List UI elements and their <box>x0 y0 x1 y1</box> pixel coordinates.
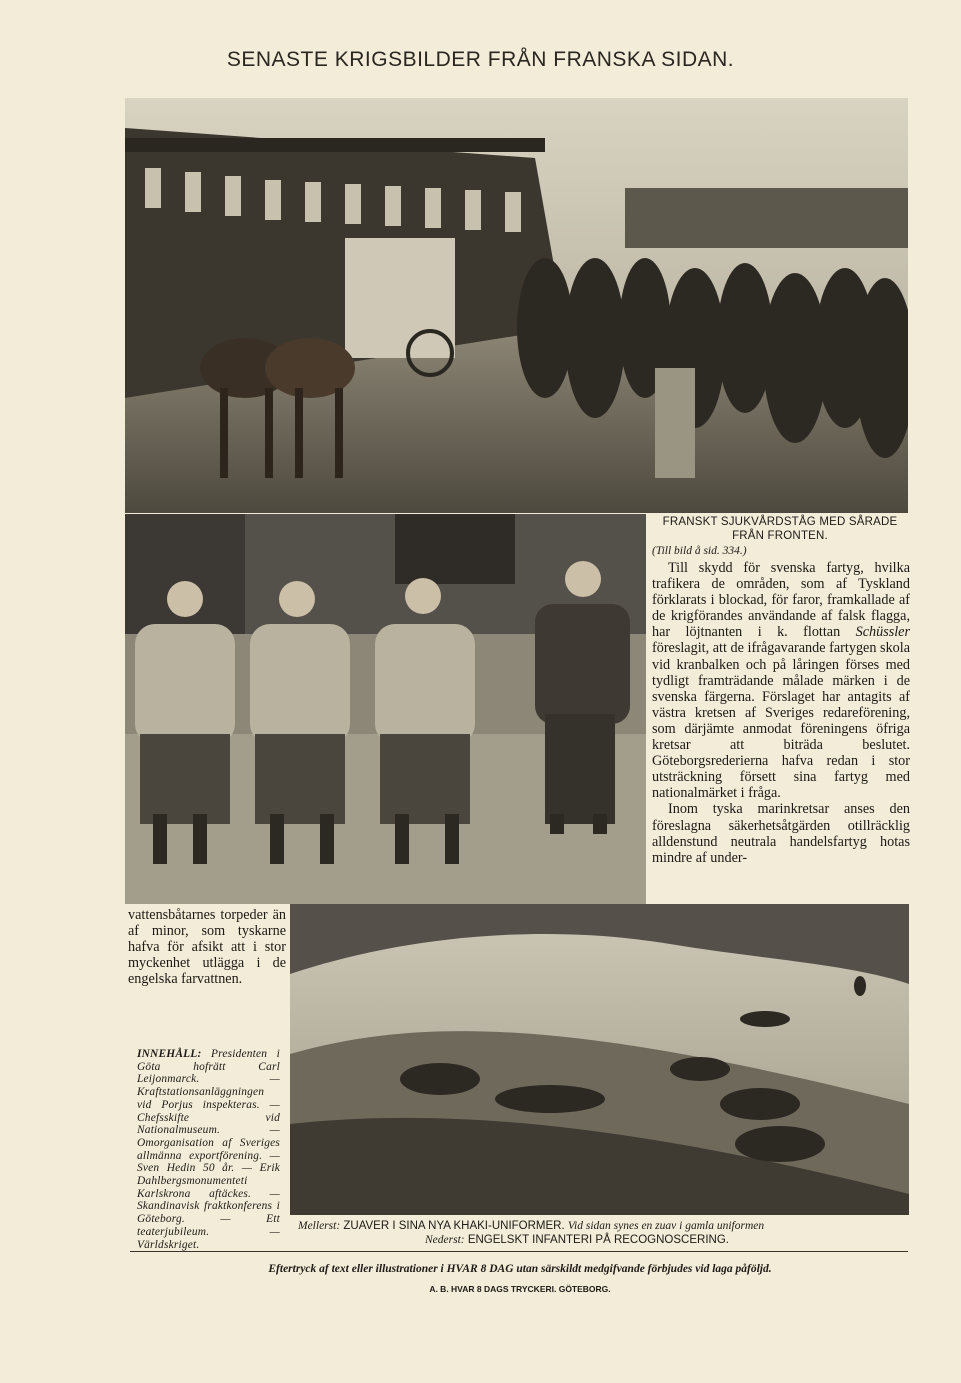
article-p1-name: Schüssler <box>855 624 910 641</box>
article-paragraph-1 <box>652 560 910 801</box>
article-p1-part-a: Till skydd för svenska fartyg, hvilka trafikera de områden, som af Tyskland förklarats i blockad, för faror, framkallade af de krigförandes användande af falsk flagga, har löjtnanten i k. flottan <box>652 560 910 641</box>
zouaves-image <box>125 514 646 904</box>
page-reference: (Till bild å sid. 334.) <box>652 545 747 557</box>
footer-divider <box>130 1251 908 1252</box>
infantry-image <box>290 904 909 1215</box>
bottom-caption-text: ENGELSKT INFANTERI PÅ RECOGNOSCERING. <box>467 1234 729 1246</box>
copyright-notice: Eftertryck af text eller illustrationer i HVAR 8 DAG utan särskildt medgifvande förbjudes vid laga påföljd. <box>268 1263 772 1275</box>
article-column-right <box>652 560 910 866</box>
ambulance-train-image <box>125 98 908 513</box>
article-paragraph-2: Inom tyska marinkretsar anses den föreslagna säkerhetsåtgärden otillräcklig alldenstund neutrala handelsfartyg hotas mindre af under- <box>652 801 910 866</box>
train-caption <box>650 515 910 543</box>
article-column-left: vattensbåtarnes torpeder än af minor, som tyskarne hafva för afsikt att i stor myckenhet utlägga i de engelska farvattnen. <box>128 907 286 988</box>
contents-heading: INNEHÅLL: <box>137 1048 202 1060</box>
table-of-contents <box>137 1048 280 1251</box>
middle-caption-text: ZUAVER I SINA NYA KHAKI-UNIFORMER. <box>343 1220 565 1232</box>
printer-imprint: A. B. HVAR 8 DAGS TRYCKERI. GÖTEBORG. <box>429 1284 611 1294</box>
ambulance-train-photo <box>125 98 908 513</box>
middle-caption-note: Vid sidan synes en zuav i gamla uniformen <box>567 1220 765 1232</box>
zouaves-photo <box>125 514 646 904</box>
bottom-label: Nederst: <box>425 1234 465 1246</box>
bottom-photo-caption <box>425 1234 729 1246</box>
infantry-photo <box>290 904 909 1215</box>
train-caption-line2: FRÅN FRONTEN. <box>732 530 828 542</box>
contents-text: Presidenten i Göta hofrätt Carl Leijonmarck. — Kraftstationsanläggningen vid Porjus inspekteras. — Chefsskifte vid Nationalmuseum. — Omorganisation af Sveriges allmänna exportförening. — Sven Hedin 50 år. — Erik Dahlbergsmonumenteti Karlskrona aftäckes. — Skandinavisk fraktkonferens i Göteborg. — Ett teaterjubileum. — Världskriget. <box>137 1048 280 1251</box>
middle-label: Mellerst: <box>298 1220 341 1232</box>
train-caption-line1: FRANSKT SJUKVÅRDSTÅG MED SÅRADE <box>662 516 898 528</box>
page-title: SENASTE KRIGSBILDER FRÅN FRANSKA SIDAN. <box>226 48 735 71</box>
article-p1-part-b: föreslagit, att de ifrågavarande fartygen skola vid kranbalken och på låringen förses med tydligt framträdande målade märken i de svenska färgerna. Förslaget har antagits af västra kretsen af Sveriges redareförening, som därjämte anmodat föreningens öfriga kretsar att biträda beslutet. Göteborgsrederierna hafva redan i stor utsträckning försett sina fartyg med nationalmärket i fråga. <box>652 640 910 802</box>
middle-photo-caption <box>298 1220 910 1232</box>
